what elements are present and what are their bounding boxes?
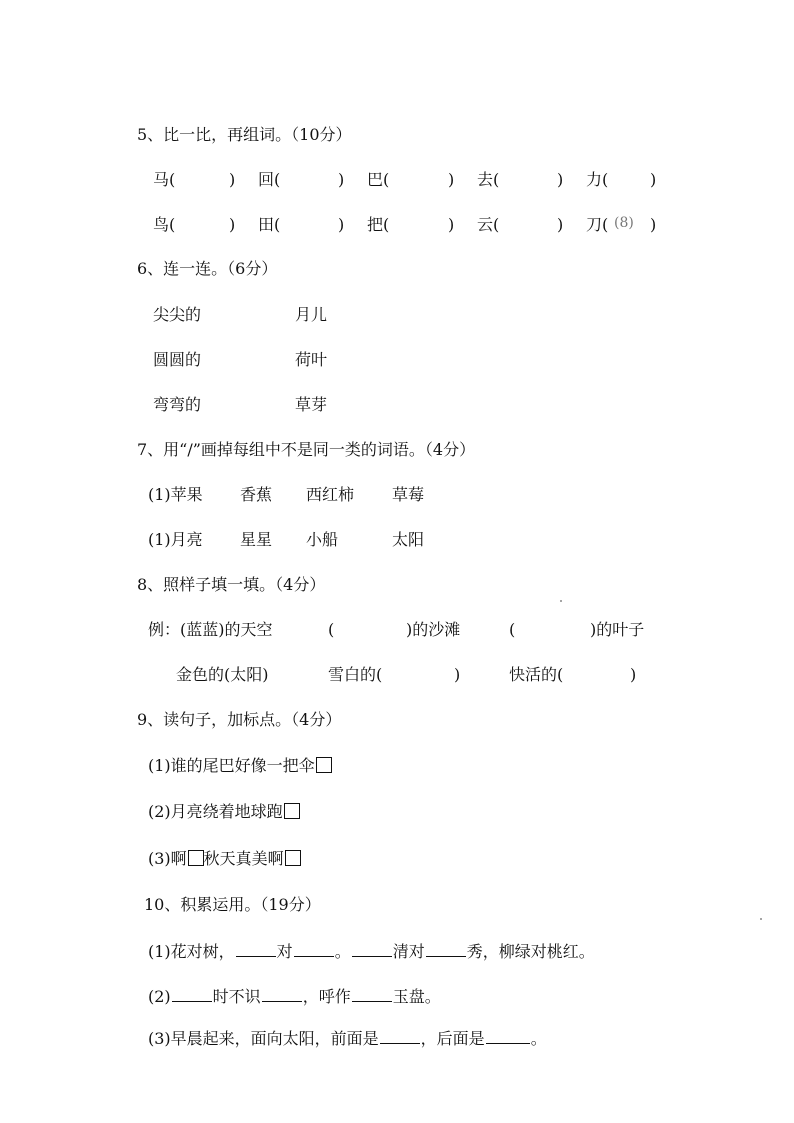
q5-char-yun: 云( [477, 215, 500, 234]
punctuation-box[interactable] [316, 757, 332, 773]
q8-paren-close: ) [630, 665, 637, 684]
q7-g2-word-4: 太阳 [392, 530, 425, 549]
q9-title: 9、读句子，加标点。（4分） [137, 710, 342, 729]
q9-sentence-3 [148, 849, 301, 869]
q7-g2-word-2: 星星 [240, 530, 273, 549]
q6-left-3: 弯弯的 [153, 395, 202, 414]
q5-paren-close: ) [650, 215, 657, 234]
q10-l2-seg-1: (2) [148, 987, 171, 1006]
q8-paren-close: ) [454, 665, 461, 684]
q5-title: 5、比一比，再组词。（10分） [137, 125, 352, 144]
q10-l1-seg-3: 。 [334, 942, 351, 961]
q10-line-1 [148, 942, 595, 962]
q10-l3-seg-1: (3)早晨起来，面向太阳，前面是 [148, 1029, 379, 1048]
fill-blank[interactable] [486, 1029, 530, 1044]
q5-char-dao: 刀( [586, 215, 609, 234]
q10-l3-seg-3: 。 [530, 1029, 547, 1048]
q5-paren-close: ) [448, 215, 455, 234]
fill-blank[interactable] [236, 942, 276, 957]
q10-title: 10、积累运用。（19分） [144, 895, 321, 914]
q10-l1-seg-2: 对 [276, 942, 293, 961]
q5-paren-close: ) [229, 215, 236, 234]
q10-l2-seg-3: ，呼作 [302, 987, 351, 1006]
q9-sentence-2-text: (2)月亮绕着地球跑 [148, 802, 283, 821]
q5-paren-close: ) [448, 170, 455, 189]
q9-sentence-3b-text: 秋天真美啊 [203, 849, 284, 868]
punctuation-box[interactable] [284, 803, 300, 819]
q5-paren-close: ) [338, 170, 345, 189]
q5-char-ba2: 把( [367, 215, 390, 234]
score-mark: (8) [614, 215, 634, 231]
punctuation-box[interactable] [285, 850, 301, 866]
q8-paren-open: ( [509, 620, 516, 639]
q5-char-li: 力( [586, 170, 609, 189]
q7-g1-word-4: 草莓 [392, 485, 425, 504]
fill-blank[interactable] [262, 987, 302, 1002]
fill-blank[interactable] [426, 942, 466, 957]
fill-blank[interactable] [352, 942, 392, 957]
q9-sentence-1 [148, 756, 332, 776]
q9-sentence-1-text: (1)谁的尾巴好像一把伞 [148, 756, 315, 775]
q6-left-2: 圆圆的 [153, 350, 202, 369]
q5-char-ma: 马( [153, 170, 176, 189]
q8-paren-open: ( [328, 620, 335, 639]
q8-snow-white: 雪白的( [328, 665, 383, 684]
q10-l3-seg-2: ，后面是 [420, 1029, 485, 1048]
q6-right-1: 月儿 [295, 305, 328, 324]
q8-example: 例：(蓝蓝)的天空 [148, 620, 273, 639]
q7-g2-word-1: (1)月亮 [148, 530, 203, 549]
q6-title: 6、连一连。（6分） [137, 259, 278, 278]
fill-blank[interactable] [172, 987, 212, 1002]
q10-l1-seg-1: (1)花对树， [148, 942, 235, 961]
q5-paren-close: ) [650, 170, 657, 189]
q7-g1-word-2: 香蕉 [240, 485, 273, 504]
punctuation-box[interactable] [188, 850, 204, 866]
scan-speck [560, 600, 562, 602]
q7-g1-word-1: (1)苹果 [148, 485, 203, 504]
scan-speck [760, 918, 762, 920]
fill-blank[interactable] [294, 942, 334, 957]
q5-paren-close: ) [229, 170, 236, 189]
q5-char-qu: 去( [477, 170, 500, 189]
q5-char-ba: 巴( [367, 170, 390, 189]
q10-l2-seg-4: 玉盘。 [392, 987, 441, 1006]
q5-paren-close: ) [557, 170, 564, 189]
q7-g1-word-3: 西红柿 [306, 485, 355, 504]
q5-char-hui: 回( [258, 170, 281, 189]
q6-right-3: 草芽 [295, 395, 328, 414]
q8-happy: 快活的( [509, 665, 564, 684]
q8-golden-sun: 金色的(太阳) [176, 665, 269, 684]
q7-g2-word-3: 小船 [306, 530, 339, 549]
q10-l2-seg-2: 时不识 [212, 987, 261, 1006]
q6-left-1: 尖尖的 [153, 305, 202, 324]
q6-right-2: 荷叶 [295, 350, 328, 369]
q10-l1-seg-5: 秀，柳绿对桃红。 [466, 942, 595, 961]
fill-blank[interactable] [352, 987, 392, 1002]
q10-l1-seg-4: 清对 [392, 942, 425, 961]
q7-title: 7、用“/”画掉每组中不是同一类的词语。（4分） [137, 440, 476, 459]
q5-char-tian: 田( [258, 215, 281, 234]
q5-paren-close: ) [338, 215, 345, 234]
q10-line-3 [148, 1029, 547, 1049]
q10-line-2 [148, 987, 441, 1007]
q8-leaves: )的叶子 [590, 620, 645, 639]
q8-beach: )的沙滩 [406, 620, 461, 639]
q5-char-niao: 鸟( [153, 215, 176, 234]
q8-title: 8、照样子填一填。（4分） [137, 575, 326, 594]
q9-sentence-2 [148, 802, 300, 822]
q9-sentence-3a-text: (3)啊 [148, 849, 187, 868]
q5-paren-close: ) [557, 215, 564, 234]
fill-blank[interactable] [380, 1029, 420, 1044]
